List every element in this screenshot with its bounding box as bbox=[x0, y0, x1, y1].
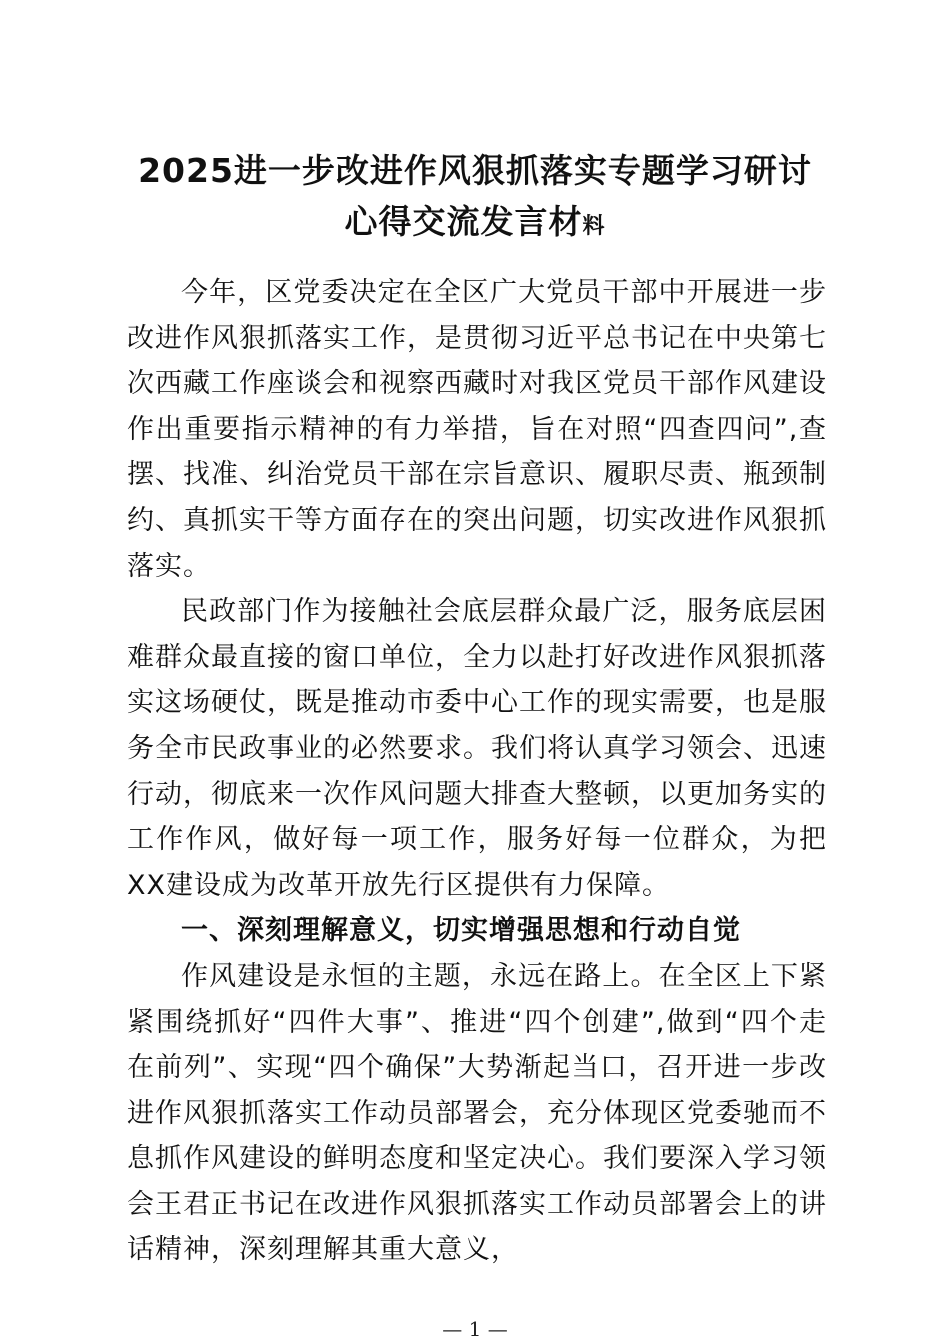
document-title-line-1: 2025进一步改进作风狠抓落实专题学习研讨 bbox=[138, 151, 812, 190]
section-heading: 一、深刻理解意义，切实增强思想和行动自觉 bbox=[181, 915, 741, 947]
body-paragraph-1: 今年，区党委决定在全区广大党员干部中开展进一步改进作风狠抓落实工作，是贯彻习近平总书记在中央第七次西藏工作座谈会和视察西藏时对我区党员干部作风建设作出重要指示精神的有力举措，旨在对照“四查四问”,查摆、找准、纠治党员干部在宗旨意识、履职尽责、瓶颈制约、真抓实干等方面存在的突出问题，切实改进作风狠抓落实。 bbox=[127, 277, 827, 582]
document-body bbox=[127, 270, 827, 1273]
document-title-line-2 bbox=[110, 196, 840, 253]
section-paragraph: 作风建设是永恒的主题，永远在路上。在全区上下紧紧围绕抓好“四件大事”、推进“四个创建”,做到“四个走在前列”、实现“四个确保”大势渐起当口，召开进一步改进作风狠抓落实工作动员部署会，充分体现区党委驰而不息抓作风建设的鲜明态度和坚定决心。我们要深入学习领会王君正书记在改进作风狠抓落实工作动员部署会上的讲话精神，深刻理解其重大意义， bbox=[127, 960, 827, 1266]
document-title-line-2-small: 料 bbox=[582, 214, 606, 239]
page-number: — 1 — bbox=[442, 1317, 508, 1341]
document-title-line-2-main: 心得交流发言材 bbox=[344, 202, 583, 241]
body-paragraph-2: 民政部门作为接触社会底层群众最广泛，服务底层困难群众最直接的窗口单位，全力以赴打好改进作风狠抓落实这场硬仗，既是推动市委中心工作的现实需要，也是服务全市民政事业的必然要求。我们将认真学习领会、迅速行动，彻底来一次作风问题大排查大整顿，以更加务实的工作作风，做好每一项工作，服务好每一位群众，为把XX建设成为改革开放先行区提供有力保障。 bbox=[127, 596, 827, 901]
